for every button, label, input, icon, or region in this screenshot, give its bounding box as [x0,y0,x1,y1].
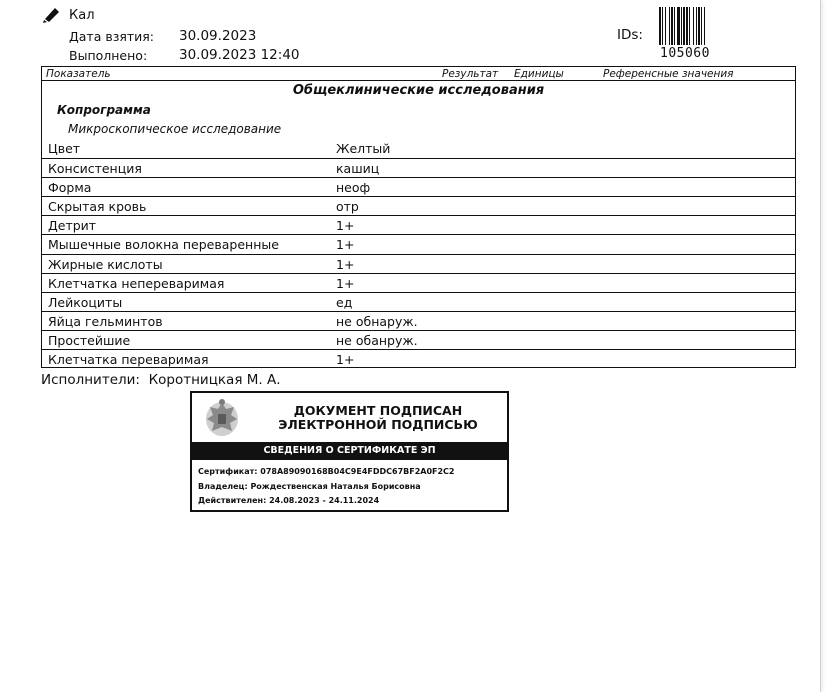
table-row [41,196,796,215]
row-name: Мышечные волокна переваренные [48,237,279,252]
table-row [41,273,796,292]
stamp-certificate: Сертификат: 078A89090168B04C9E4FDDC67BF2A0F2C2 [198,467,455,476]
row-value: не обнаруж. [336,314,418,329]
table-row [41,234,796,253]
taken-label: Дата взятия: [69,29,155,44]
row-value: не обанруж. [336,333,418,348]
done-value: 30.09.2023 12:40 [179,47,300,63]
row-name: Консистенция [48,161,142,176]
table-row [41,215,796,234]
table-row [41,330,796,349]
ids-label: IDs: [617,27,643,43]
row-name: Цвет [48,141,81,156]
row-value: 1+ [336,218,355,233]
header-divider [41,80,796,81]
row-value: ед [336,295,353,310]
stamp-owner: Владелец: Рождественская Наталья Борисовна [198,482,421,491]
performers-label: Исполнители: [41,372,140,388]
row-name: Жирные кислоты [48,257,163,272]
column-reference: Референсные значения [603,68,734,80]
row-value: 1+ [336,276,355,291]
section-title: Общеклинические исследования [292,83,545,98]
done-label: Выполнено: [69,48,148,63]
barcode-number: 105060 [660,46,710,61]
row-value: Желтый [336,141,391,156]
table-row [41,158,796,177]
performers-name: Коротницкая М. А. [148,372,281,388]
table-row [41,349,796,368]
row-name: Детрит [48,218,97,233]
column-units: Единицы [514,68,564,80]
row-name: Скрытая кровь [48,199,147,214]
subgroup-title: Микроскопическое исследование [68,122,282,136]
row-value: кашиц [336,161,380,176]
table-row [41,139,796,158]
signature-stamp [190,391,509,512]
row-value: 1+ [336,237,355,252]
performers [41,372,280,388]
stamp-certificate-bar: СВЕДЕНИЯ О СЕРТИФИКАТЕ ЭП [192,442,507,460]
row-value: 1+ [336,257,355,272]
pen-icon [42,5,62,23]
table-row [41,311,796,330]
group-title: Копрограмма [57,103,151,117]
row-name: Яйца гельминтов [48,314,163,329]
stamp-title-line1: ДОКУМЕНТ ПОДПИСАН [293,403,463,418]
table-row [41,177,796,196]
row-value: неоф [336,180,371,195]
row-name: Форма [48,180,92,195]
stamp-valid: Действителен: 24.08.2023 - 24.11.2024 [198,496,380,505]
row-name: Лейкоциты [48,295,123,310]
row-name: Простейшие [48,333,131,348]
taken-value: 30.09.2023 [179,28,257,44]
barcode-icon [659,7,715,45]
row-value: отр [336,199,359,214]
stamp-title-line2: ЭЛЕКТРОННОЙ ПОДПИСЬЮ [278,417,478,432]
column-indicator: Показатель [46,68,111,80]
sample-type: Кал [69,8,95,23]
row-name: Клетчатка непереваримая [48,276,225,291]
table-row [41,292,796,311]
row-name: Клетчатка переваримая [48,352,209,367]
table-row [41,254,796,273]
column-result: Результат [442,68,499,80]
row-value: 1+ [336,352,355,367]
coat-of-arms-icon [204,397,240,439]
